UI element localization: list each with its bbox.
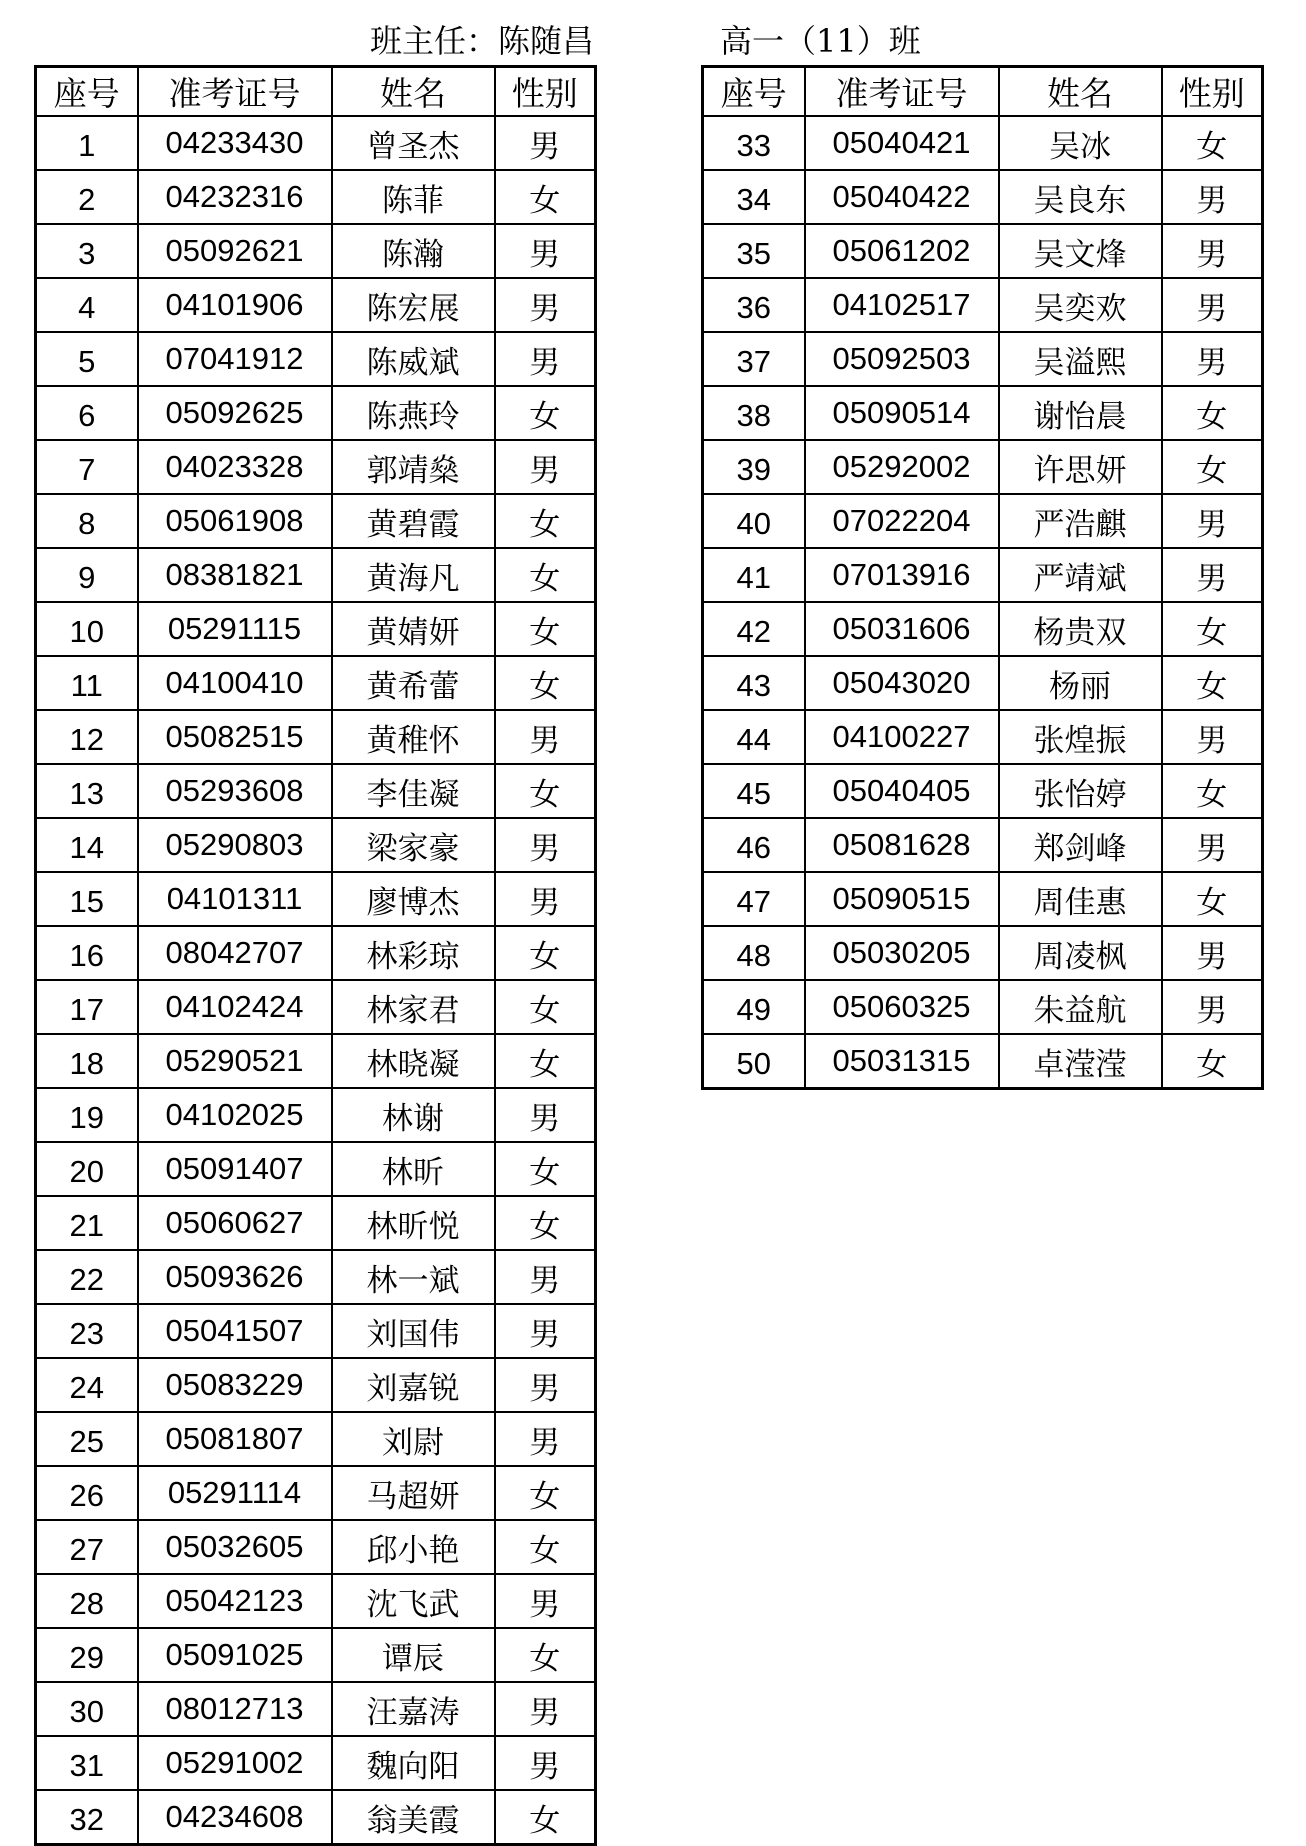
table-row (36, 1250, 596, 1304)
table-row (36, 440, 596, 494)
table-row (36, 548, 596, 602)
student-name-cell: 林昕悦 (332, 1196, 495, 1250)
col-header-sex: 性别 (1162, 67, 1263, 117)
col-header-sex: 性别 (495, 67, 596, 117)
table-row (36, 926, 596, 980)
student-name-cell: 张怡婷 (999, 764, 1162, 818)
student-name-cell: 郭靖燊 (332, 440, 495, 494)
exam-id-cell: 08381821 (138, 548, 332, 602)
seat-number-cell: 14 (36, 818, 138, 872)
seat-number-cell: 24 (36, 1358, 138, 1412)
student-name-cell: 林家君 (332, 980, 495, 1034)
sex-cell: 女 (495, 656, 596, 710)
student-name-cell: 谭辰 (332, 1628, 495, 1682)
table-row (36, 602, 596, 656)
table-row (703, 980, 1263, 1034)
seat-number-cell: 43 (703, 656, 805, 710)
exam-id-cell: 04102424 (138, 980, 332, 1034)
exam-id-cell: 05081807 (138, 1412, 332, 1466)
sex-cell: 男 (495, 332, 596, 386)
student-name-cell: 周凌枫 (999, 926, 1162, 980)
student-name-cell: 陈菲 (332, 170, 495, 224)
table-row (36, 1628, 596, 1682)
exam-id-cell: 05090514 (805, 386, 999, 440)
seat-number-cell: 4 (36, 278, 138, 332)
sex-cell: 女 (495, 1142, 596, 1196)
seat-number-cell: 48 (703, 926, 805, 980)
seat-number-cell: 3 (36, 224, 138, 278)
table-row (36, 116, 596, 170)
table-row (36, 656, 596, 710)
table-row (703, 116, 1263, 170)
seat-number-cell: 2 (36, 170, 138, 224)
student-name-cell: 林彩琼 (332, 926, 495, 980)
exam-id-cell: 04101311 (138, 872, 332, 926)
sex-cell: 女 (495, 1628, 596, 1682)
sex-cell: 女 (495, 980, 596, 1034)
col-header-name: 姓名 (332, 67, 495, 117)
seat-number-cell: 31 (36, 1736, 138, 1790)
seat-number-cell: 47 (703, 872, 805, 926)
student-name-cell: 林昕 (332, 1142, 495, 1196)
sex-cell: 女 (495, 1196, 596, 1250)
exam-id-cell: 05082515 (138, 710, 332, 764)
seat-number-cell: 39 (703, 440, 805, 494)
student-name-cell: 曾圣杰 (332, 116, 495, 170)
student-name-cell: 许思妍 (999, 440, 1162, 494)
table-row (36, 1304, 596, 1358)
student-name-cell: 吴奕欢 (999, 278, 1162, 332)
seat-number-cell: 9 (36, 548, 138, 602)
table-row (703, 224, 1263, 278)
sex-cell: 男 (495, 116, 596, 170)
exam-id-cell: 05061202 (805, 224, 999, 278)
seat-number-cell: 36 (703, 278, 805, 332)
roster-body-left (36, 116, 596, 1845)
table-row (703, 710, 1263, 764)
sex-cell: 女 (495, 926, 596, 980)
table-row (36, 1466, 596, 1520)
table-row (36, 494, 596, 548)
student-name-cell: 周佳惠 (999, 872, 1162, 926)
exam-id-cell: 04232316 (138, 170, 332, 224)
seat-number-cell: 23 (36, 1304, 138, 1358)
sex-cell: 男 (1162, 926, 1263, 980)
student-name-cell: 廖博杰 (332, 872, 495, 926)
seat-number-cell: 42 (703, 602, 805, 656)
student-name-cell: 严浩麒 (999, 494, 1162, 548)
sex-cell: 男 (495, 710, 596, 764)
sex-cell: 女 (1162, 386, 1263, 440)
seat-number-cell: 28 (36, 1574, 138, 1628)
student-name-cell: 李佳凝 (332, 764, 495, 818)
exam-id-cell: 05043020 (805, 656, 999, 710)
seat-number-cell: 29 (36, 1628, 138, 1682)
table-row (36, 1142, 596, 1196)
sex-cell: 男 (495, 224, 596, 278)
sex-cell: 男 (1162, 224, 1263, 278)
seat-number-cell: 20 (36, 1142, 138, 1196)
exam-id-cell: 04100227 (805, 710, 999, 764)
seat-number-cell: 19 (36, 1088, 138, 1142)
table-row (36, 224, 596, 278)
sex-cell: 女 (495, 602, 596, 656)
seat-number-cell: 32 (36, 1790, 138, 1845)
student-name-cell: 黄海凡 (332, 548, 495, 602)
sex-cell: 女 (1162, 872, 1263, 926)
table-row (36, 1520, 596, 1574)
seat-number-cell: 17 (36, 980, 138, 1034)
table-row (703, 656, 1263, 710)
seat-number-cell: 25 (36, 1412, 138, 1466)
sex-cell: 女 (495, 386, 596, 440)
table-row (703, 332, 1263, 386)
sex-cell: 女 (1162, 1034, 1263, 1089)
exam-id-cell: 07041912 (138, 332, 332, 386)
seat-number-cell: 49 (703, 980, 805, 1034)
student-name-cell: 吴溢熙 (999, 332, 1162, 386)
table-row (703, 548, 1263, 602)
exam-id-cell: 05293608 (138, 764, 332, 818)
seat-number-cell: 5 (36, 332, 138, 386)
sex-cell: 女 (495, 170, 596, 224)
sex-cell: 女 (495, 1790, 596, 1845)
table-row (36, 386, 596, 440)
exam-id-cell: 05093626 (138, 1250, 332, 1304)
sex-cell: 男 (495, 278, 596, 332)
seat-number-cell: 11 (36, 656, 138, 710)
seat-number-cell: 30 (36, 1682, 138, 1736)
sex-cell: 男 (495, 1574, 596, 1628)
exam-id-cell: 04234608 (138, 1790, 332, 1845)
table-row (36, 1088, 596, 1142)
exam-id-cell: 05061908 (138, 494, 332, 548)
sex-cell: 女 (1162, 764, 1263, 818)
table-row (703, 818, 1263, 872)
table-row (36, 1034, 596, 1088)
col-header-exam-id: 准考证号 (805, 67, 999, 117)
seat-number-cell: 22 (36, 1250, 138, 1304)
table-row (36, 872, 596, 926)
sex-cell: 男 (495, 1250, 596, 1304)
exam-id-cell: 05060627 (138, 1196, 332, 1250)
seat-number-cell: 41 (703, 548, 805, 602)
seat-number-cell: 34 (703, 170, 805, 224)
sex-cell: 男 (1162, 494, 1263, 548)
seat-number-cell: 8 (36, 494, 138, 548)
table-row (36, 980, 596, 1034)
exam-id-cell: 07022204 (805, 494, 999, 548)
seat-number-cell: 37 (703, 332, 805, 386)
table-row (36, 818, 596, 872)
sex-cell: 女 (1162, 440, 1263, 494)
exam-id-cell: 08042707 (138, 926, 332, 980)
sex-cell: 女 (1162, 602, 1263, 656)
student-name-cell: 马超妍 (332, 1466, 495, 1520)
sex-cell: 男 (495, 1682, 596, 1736)
roster-table-right (701, 65, 1264, 1090)
sex-cell: 女 (495, 494, 596, 548)
table-row (703, 1034, 1263, 1089)
seat-number-cell: 12 (36, 710, 138, 764)
student-name-cell: 黄希蕾 (332, 656, 495, 710)
student-name-cell: 卓滢滢 (999, 1034, 1162, 1089)
exam-id-cell: 04101906 (138, 278, 332, 332)
seat-number-cell: 45 (703, 764, 805, 818)
col-header-exam-id: 准考证号 (138, 67, 332, 117)
table-row (703, 494, 1263, 548)
table-row (703, 440, 1263, 494)
sex-cell: 男 (495, 818, 596, 872)
table-row (36, 1412, 596, 1466)
student-name-cell: 刘嘉锐 (332, 1358, 495, 1412)
sex-cell: 男 (495, 872, 596, 926)
seat-number-cell: 27 (36, 1520, 138, 1574)
student-name-cell: 汪嘉涛 (332, 1682, 495, 1736)
sex-cell: 女 (495, 1520, 596, 1574)
exam-id-cell: 05083229 (138, 1358, 332, 1412)
exam-id-cell: 05040421 (805, 116, 999, 170)
exam-id-cell: 05040422 (805, 170, 999, 224)
seat-number-cell: 50 (703, 1034, 805, 1089)
sex-cell: 男 (1162, 818, 1263, 872)
exam-id-cell: 05090515 (805, 872, 999, 926)
sex-cell: 男 (1162, 980, 1263, 1034)
student-name-cell: 翁美霞 (332, 1790, 495, 1845)
student-name-cell: 杨贵双 (999, 602, 1162, 656)
student-name-cell: 张煌振 (999, 710, 1162, 764)
student-name-cell: 邱小艳 (332, 1520, 495, 1574)
exam-id-cell: 05291002 (138, 1736, 332, 1790)
seat-number-cell: 46 (703, 818, 805, 872)
student-name-cell: 谢怡晨 (999, 386, 1162, 440)
sex-cell: 男 (1162, 170, 1263, 224)
exam-id-cell: 05290803 (138, 818, 332, 872)
student-name-cell: 黄婧妍 (332, 602, 495, 656)
sex-cell: 女 (495, 764, 596, 818)
student-name-cell: 刘尉 (332, 1412, 495, 1466)
student-name-cell: 陈瀚 (332, 224, 495, 278)
exam-id-cell: 05031606 (805, 602, 999, 656)
seat-number-cell: 33 (703, 116, 805, 170)
seat-number-cell: 38 (703, 386, 805, 440)
table-row (36, 710, 596, 764)
sex-cell: 男 (1162, 278, 1263, 332)
table-row (703, 602, 1263, 656)
seat-number-cell: 16 (36, 926, 138, 980)
student-name-cell: 吴冰 (999, 116, 1162, 170)
table-row (36, 1574, 596, 1628)
exam-id-cell: 04100410 (138, 656, 332, 710)
exam-id-cell: 05291114 (138, 1466, 332, 1520)
student-name-cell: 林晓凝 (332, 1034, 495, 1088)
exam-id-cell: 05032605 (138, 1520, 332, 1574)
student-name-cell: 沈飞武 (332, 1574, 495, 1628)
sex-cell: 女 (495, 548, 596, 602)
exam-id-cell: 05291115 (138, 602, 332, 656)
student-name-cell: 魏向阳 (332, 1736, 495, 1790)
col-header-seat: 座号 (36, 67, 138, 117)
table-row (703, 764, 1263, 818)
seat-number-cell: 18 (36, 1034, 138, 1088)
table-row (703, 386, 1263, 440)
table-row (36, 1736, 596, 1790)
roster-body-right (703, 116, 1263, 1089)
roster-table-left (34, 65, 597, 1846)
exam-id-cell: 07013916 (805, 548, 999, 602)
class-name-label: 高一（11）班 (720, 22, 921, 60)
seat-number-cell: 15 (36, 872, 138, 926)
student-name-cell: 陈燕玲 (332, 386, 495, 440)
seat-number-cell: 10 (36, 602, 138, 656)
exam-id-cell: 05030205 (805, 926, 999, 980)
exam-id-cell: 08012713 (138, 1682, 332, 1736)
sex-cell: 男 (495, 1358, 596, 1412)
table-row (36, 1790, 596, 1845)
table-row (36, 764, 596, 818)
seat-number-cell: 1 (36, 116, 138, 170)
exam-id-cell: 05290521 (138, 1034, 332, 1088)
table-row (703, 926, 1263, 980)
table-row (36, 1682, 596, 1736)
exam-id-cell: 05091407 (138, 1142, 332, 1196)
seat-number-cell: 21 (36, 1196, 138, 1250)
header-row (36, 67, 596, 117)
seat-number-cell: 6 (36, 386, 138, 440)
student-name-cell: 陈宏展 (332, 278, 495, 332)
student-name-cell: 杨丽 (999, 656, 1162, 710)
head-teacher-label: 班主任：陈随昌 (370, 22, 595, 60)
header-row (703, 67, 1263, 117)
exam-id-cell: 05292002 (805, 440, 999, 494)
seat-number-cell: 13 (36, 764, 138, 818)
sex-cell: 男 (495, 1412, 596, 1466)
student-name-cell: 朱益航 (999, 980, 1162, 1034)
student-name-cell: 林一斌 (332, 1250, 495, 1304)
table-row (36, 1358, 596, 1412)
sex-cell: 男 (1162, 710, 1263, 764)
exam-id-cell: 05092621 (138, 224, 332, 278)
student-name-cell: 郑剑峰 (999, 818, 1162, 872)
exam-id-cell: 05042123 (138, 1574, 332, 1628)
sex-cell: 男 (1162, 548, 1263, 602)
exam-id-cell: 05040405 (805, 764, 999, 818)
table-row (703, 170, 1263, 224)
student-name-cell: 梁家豪 (332, 818, 495, 872)
col-header-name: 姓名 (999, 67, 1162, 117)
exam-id-cell: 05081628 (805, 818, 999, 872)
exam-id-cell: 05091025 (138, 1628, 332, 1682)
table-row (36, 278, 596, 332)
student-name-cell: 刘国伟 (332, 1304, 495, 1358)
student-name-cell: 吴文烽 (999, 224, 1162, 278)
student-name-cell: 吴良东 (999, 170, 1162, 224)
table-row (703, 872, 1263, 926)
student-name-cell: 陈威斌 (332, 332, 495, 386)
seat-number-cell: 35 (703, 224, 805, 278)
sex-cell: 女 (1162, 116, 1263, 170)
student-name-cell: 黄碧霞 (332, 494, 495, 548)
student-name-cell: 严靖斌 (999, 548, 1162, 602)
sex-cell: 男 (495, 1304, 596, 1358)
seat-number-cell: 44 (703, 710, 805, 764)
sex-cell: 女 (495, 1034, 596, 1088)
sex-cell: 男 (495, 1088, 596, 1142)
exam-id-cell: 04102517 (805, 278, 999, 332)
exam-id-cell: 05041507 (138, 1304, 332, 1358)
exam-id-cell: 04233430 (138, 116, 332, 170)
col-header-seat: 座号 (703, 67, 805, 117)
exam-id-cell: 05092625 (138, 386, 332, 440)
sex-cell: 男 (495, 1736, 596, 1790)
exam-id-cell: 04102025 (138, 1088, 332, 1142)
sex-cell: 男 (1162, 332, 1263, 386)
table-row (36, 170, 596, 224)
exam-id-cell: 05060325 (805, 980, 999, 1034)
seat-number-cell: 7 (36, 440, 138, 494)
table-row (703, 278, 1263, 332)
seat-number-cell: 40 (703, 494, 805, 548)
sex-cell: 女 (1162, 656, 1263, 710)
table-row (36, 332, 596, 386)
table-row (36, 1196, 596, 1250)
exam-id-cell: 05031315 (805, 1034, 999, 1089)
exam-id-cell: 05092503 (805, 332, 999, 386)
exam-id-cell: 04023328 (138, 440, 332, 494)
sex-cell: 男 (495, 440, 596, 494)
student-name-cell: 林谢 (332, 1088, 495, 1142)
document-header (0, 18, 1306, 64)
seat-number-cell: 26 (36, 1466, 138, 1520)
sex-cell: 女 (495, 1466, 596, 1520)
student-name-cell: 黄稚怀 (332, 710, 495, 764)
